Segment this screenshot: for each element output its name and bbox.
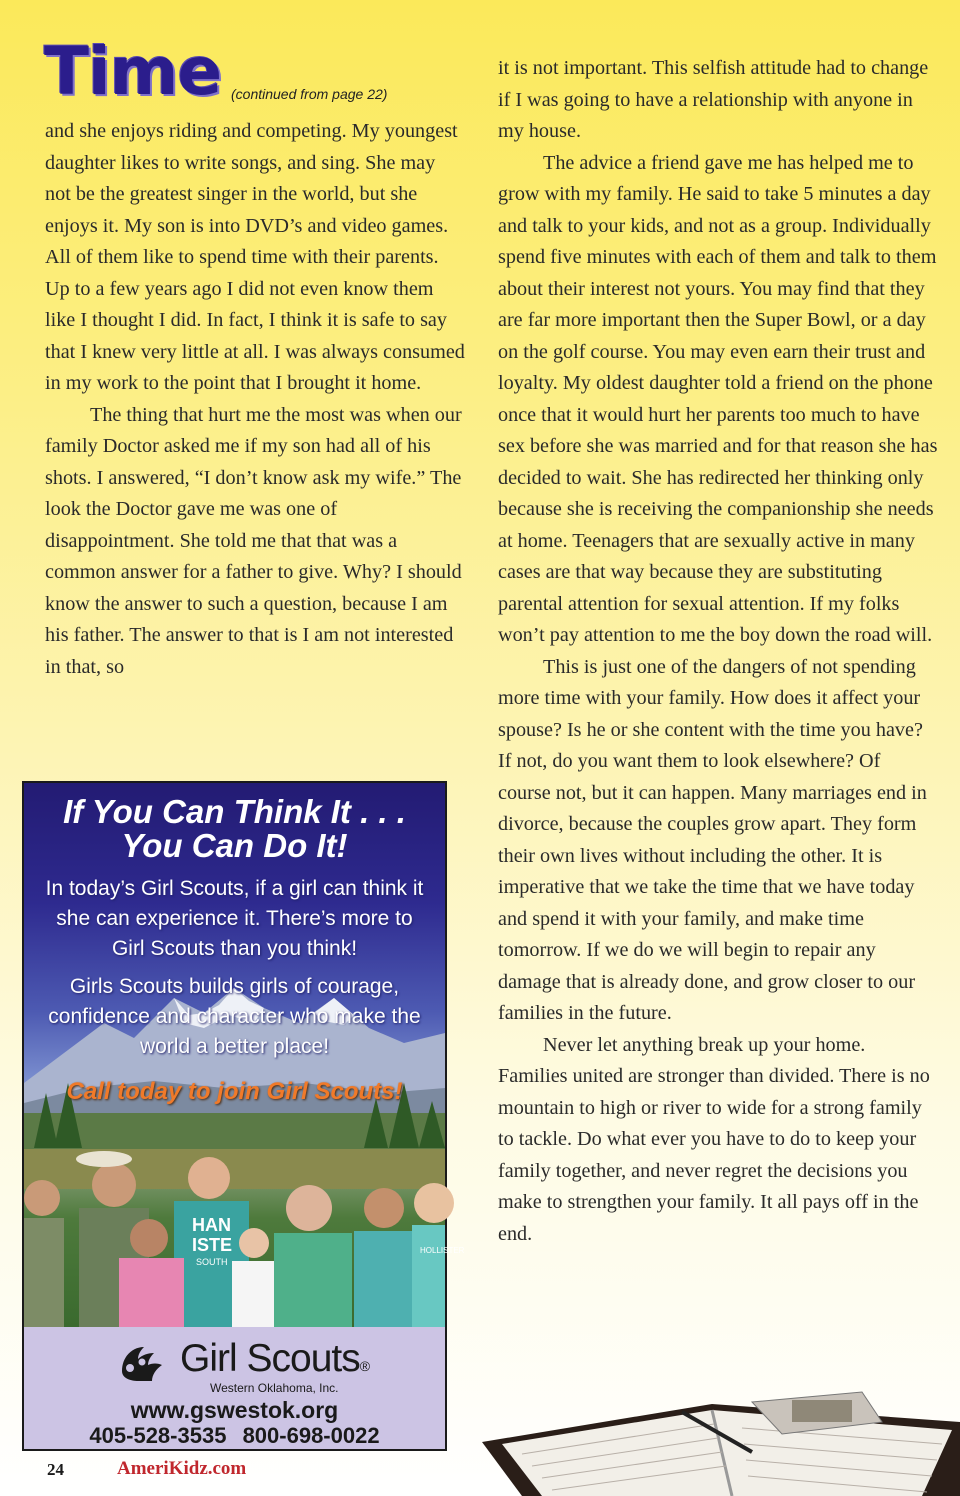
- article-column-right: [498, 53, 938, 1250]
- ad-headline: If You Can Think It . . .: [63, 793, 406, 830]
- paragraph: it is not important. This selfish attitude had to change if I was going to have a relationship with anyone in my house.: [498, 57, 929, 142]
- phone-number: 405-528-3535: [89, 1423, 227, 1448]
- paragraph: The advice a friend gave me has helped me to grow with my family. He said to take 5 minutes a day and talk to your kids, and not as a group. Individually spend five minutes with each of them and talk to them about their interest not yours. You may find that they are far more important then the Super Bowl, or a day on the golf course. You may even earn their trust and loyalty. My oldest daughter told a friend on the phone once that it would hurt her parents too much to have sex before she was married and for that reason she has decided to wait. She has redirected her thinking only because she is receiving the companionship she needs at home. Teenagers that are sexually active in many cases are that way because they are substituting parental attention for sexual attention. If my folks won’t pay attention to me the boy down the road will.: [498, 151, 938, 646]
- shirt-text: HAN: [192, 1215, 231, 1235]
- paragraph: This is just one of the dangers of not spending more time with your family. How does it affect your spouse? Is he or she content with the time you have? If not, do you want them to look elsewhere? Of course not, but it can happen. Many marriages end in divorce, because the couples grow apart. They form their own lives without including the other. It is imperative that we take the time that we have today and spend it with your family, and make time tomorrow. If we do we will begin to repair any damage that is already done, and grow closer to our families in the future.: [498, 655, 927, 1024]
- registered-mark: ®: [359, 1358, 370, 1374]
- paragraph: Never let anything break up your home. Families united are stronger than divided. There is no mountain to high or river to wide for a strong family to tackle. Do what ever you have to do to keep your family together, and never regret the decisions you make to strengthen your family. It all pays off in the end.: [498, 1033, 930, 1245]
- page-number: 24: [47, 1460, 64, 1479]
- girl-scouts-trefoil-icon: [116, 1341, 178, 1383]
- ad-body-text: Girls Scouts builds girls of courage, confidence and character who make the world a better place!: [48, 975, 421, 1058]
- page-title: Time: [44, 33, 222, 110]
- brand-name: Girl Scouts®: [180, 1337, 370, 1380]
- shirt-text: HOLLISTER: [420, 1246, 465, 1255]
- ad-phones: [24, 1423, 445, 1449]
- ad-body-text: In today’s Girl Scouts, if a girl can think it she can experience it. There’s more to Girl Scouts than you think!: [45, 877, 424, 960]
- paragraph: The thing that hurt me the most was when our family Doctor asked me if my son had all of his shots. I answered, “I don’t know ask my wife.” The look the Doctor gave me was one of disappointment. She told me that that was a common answer for a father to give. Why? I should know the answer to such a question, because I am his father. The answer to that is I am not interested in that, so: [45, 403, 462, 678]
- girl-scouts-ad: [22, 781, 465, 1451]
- ad-photo: [24, 783, 465, 1327]
- shirt-text: SOUTH: [196, 1257, 228, 1267]
- site-name[interactable]: AmeriKidz.com: [117, 1458, 247, 1479]
- continued-note: (continued from page 22): [231, 86, 388, 102]
- planner-photo: [482, 1392, 960, 1496]
- article-column-left: [45, 116, 465, 683]
- shirt-text: ISTE: [192, 1235, 233, 1255]
- brand-subtitle: Western Oklahoma, Inc.: [210, 1381, 339, 1395]
- ad-call-to-action: Call today to join Girl Scouts!: [66, 1078, 403, 1105]
- ad-footer: [24, 1327, 445, 1449]
- phone-number: 800-698-0022: [242, 1423, 380, 1448]
- ad-url[interactable]: www.gswestok.org: [130, 1397, 339, 1423]
- paragraph: and she enjoys riding and competing. My youngest daughter likes to write songs, and sing. She may not be the greatest singer in the world, but she enjoys it. My son is into DVD’s and video games. All of them like to spend time with their parents. Up to a few years ago I did not even know them like I thought I did. In fact, I think it is safe to say that I knew very little at all. I was always consumed in my work to the point that I brought it home.: [45, 120, 465, 394]
- ad-headline: You Can Do It!: [121, 827, 348, 864]
